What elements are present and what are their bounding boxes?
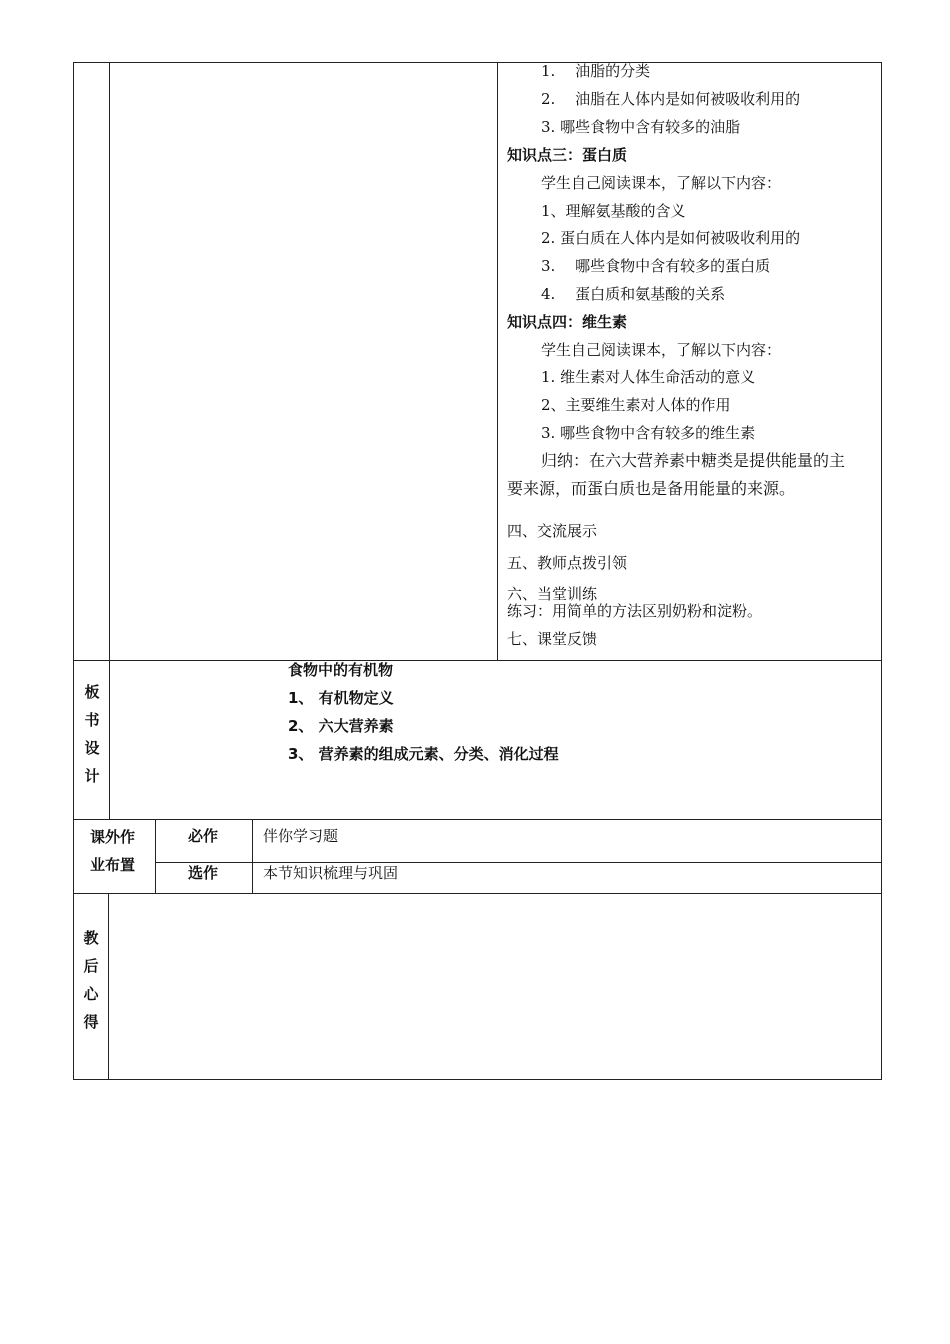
board-item: 3、 营养素的组成元素、分类、消化过程 [288,745,559,763]
table-divider [155,862,882,863]
board-design-label: 板书设计 [84,683,100,785]
process-line: 学生自己阅读课本，了解以下内容： [541,341,782,359]
process-line: 1. 油脂的分类 [541,62,651,80]
process-step: 六、当堂训练 [507,585,598,603]
table-border-top [73,62,882,63]
process-line: 3. 哪些食物中含有较多的维生素 [541,424,756,442]
process-line: 3. 哪些食物中含有较多的蛋白质 [541,257,771,275]
optional-label: 选作 [188,864,219,882]
table-divider [252,819,253,893]
table-border-right [881,62,882,1080]
board-item: 2、 六大营养素 [288,717,394,735]
board-item: 1、 有机物定义 [288,689,394,707]
table-border-left [73,62,74,1080]
process-line: 2. 蛋白质在人体内是如何被吸收利用的 [541,229,801,247]
homework-label: 业布置 [90,856,136,874]
table-divider [155,819,156,893]
table-divider [109,62,110,819]
section-heading: 知识点四：维生素 [507,313,628,331]
process-line: 1. 维生素对人体生命活动的意义 [541,368,756,386]
table-divider [73,819,882,820]
table-border-bottom [73,1079,882,1080]
process-line: 学生自己阅读课本，了解以下内容： [541,174,782,192]
process-step: 五、教师点拨引领 [507,554,628,572]
table-divider [497,62,498,660]
process-line: 2、主要维生素对人体的作用 [541,396,731,414]
section-heading: 知识点三：蛋白质 [507,146,628,164]
process-line: 归纳：在六大营养素中糖类是提供能量的主 [541,451,846,470]
process-line: 要来源，而蛋白质也是备用能量的来源。 [507,479,796,498]
table-divider [73,893,882,894]
process-line: 3. 哪些食物中含有较多的油脂 [541,118,741,136]
process-line: 2. 油脂在人体内是如何被吸收利用的 [541,90,801,108]
table-divider [108,893,109,1079]
optional-value: 本节知识梳理与巩固 [263,864,399,882]
process-line: 4. 蛋白质和氨基酸的关系 [541,285,726,303]
board-title: 食物中的有机物 [288,661,394,679]
required-value: 伴你学习题 [263,827,339,845]
process-step: 七、课堂反馈 [507,630,598,648]
process-line: 练习：用简单的方法区别奶粉和淀粉。 [507,602,763,620]
homework-label: 课外作 [90,828,136,846]
table-divider [73,660,882,661]
reflection-label: 教后心得 [83,929,99,1031]
process-line: 1、理解氨基酸的含义 [541,202,686,220]
process-step: 四、交流展示 [507,522,598,540]
required-label: 必作 [188,827,219,845]
